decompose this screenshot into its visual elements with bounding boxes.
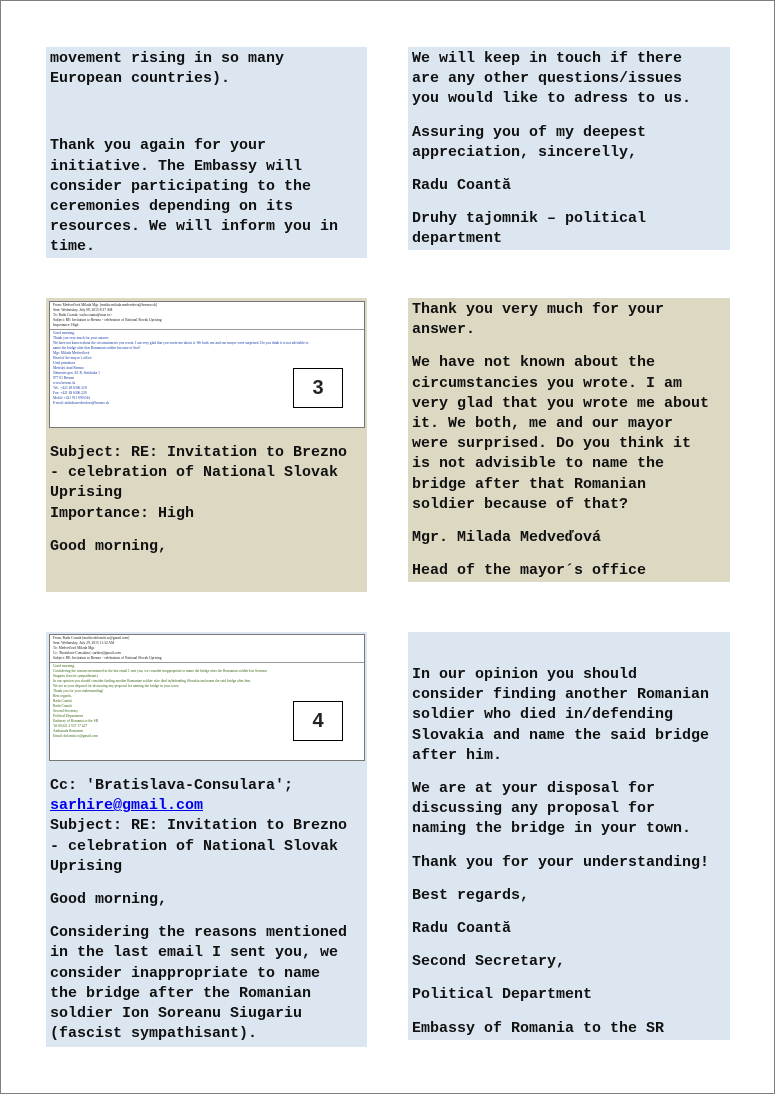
text-at-disposal: We are at your disposal for discussing any proposal for naming the bridge in your town. [412,780,692,838]
thumb4-body-line: Good morning, [53,664,75,668]
thumb4-body-line: Political Department [53,714,83,718]
thumb4-body-line: Siugariu (fascist sympathisant). [53,674,99,678]
thumb3-header-line: From: Medveďová Milada Mgr. [mailto:milada.medvedova@brezno.sk] [53,303,157,307]
panel-mayor-office-reply [408,298,730,582]
text-final-title: Second Secretary, [412,953,566,971]
panel-embassy-signoff [408,47,730,250]
text-cc-line [50,776,363,816]
panel-email-3 [46,298,367,592]
thumb3-body-line: E-mail: milada.medvedova@brezno.sk [53,401,110,405]
text-greeting-3: Good morning, [50,537,168,555]
thumb4-body-line: Best regards, [53,694,72,698]
figure-number-badge-4: 4 [293,701,343,741]
text-assuring: Assuring you of my deepest appreciation, sincerelly, [412,123,647,161]
thumb3-body-line: Fax: +421 48 6306 229 [53,391,87,395]
text-thank-understanding: Thank you for your understanding! [412,853,710,871]
thumb3-header-line: Sent: Wednesday, July 08, 2015 8:37 AM [53,308,113,312]
thumb4-body-line: We are at your disposal for discussing any proposal for naming the bridge in your town. [53,684,180,688]
thumb4-body-line: Considering the reasons mentioned in the last email I sent you, we consider inappropriate to name the bridge after the Romanian soldier Ion Soreanu [53,669,267,673]
figure-number-badge-3: 3 [293,368,343,408]
thumb3-body-line: Thank you very much for your answer. [53,336,109,340]
thumb4-body-line: Thank you for your understanding! [53,689,104,693]
text-circumstances: We have not known about the circumstancies you wrote. I am very glad that you wrote me about it. We both, me and our mayor were surprised. Do you think it is not advisible to name the bridge after that Romanian soldier because of that? [412,354,710,513]
panel-embassy-final [408,632,730,1040]
text-signature-name: Radu Coantă [412,177,512,195]
thumb4-header-line: Subject: RE: Invitation to Brezno - celebration of National Slovak Uprising [53,656,162,660]
email-screenshot-4 [49,634,365,761]
thumb3-body-line: Head of the mayor´s office [53,356,92,360]
thumb3-body-line: Mestský úrad Brezno [53,366,84,370]
thumb4-body-line: In our opinion you should consider finding another Romanian soldier who died in/defending Slovakia and name the said bridge after him. [53,679,252,683]
thumb3-body-line: Tel.: +421 48 6306 218 [53,386,87,390]
thumb3-body-line: Good morning, [53,331,75,335]
thumb4-body-line: Radu Coantă [53,699,72,703]
thumb4-body-line: Embassy of Romania to the SR [53,719,99,723]
text-sender-title: Head of the mayor´s office [412,562,647,580]
text-best-regards: Best regards, [412,886,530,904]
text-movement: movement rising in so many European countries). [50,50,285,88]
thumb4-body-line: Radu Coantă [53,704,72,708]
text-final-department: Political Department [412,986,593,1004]
thumb4-header-line: Sent: Wednesday, July 29, 2015 11:32 AM [53,641,115,645]
thumb4-header-line: Cc: 'Bratislava-Consulara'; sarhire@gmail.com [53,651,121,655]
text-final-embassy: Embassy of Romania to the SR [412,1019,665,1037]
text-final-name: Radu Coantă [412,920,512,938]
text-greeting-4: Good morning, [50,891,168,909]
text-considering: Considering the reasons mentioned in the last email I sent you, we consider inappropriate to name the bridge after the Romanian soldier Ion Soreanu Siugariu (fascist sympathisant). [50,924,348,1043]
thumb3-body-line: 977 01 Brezno [53,376,75,380]
text-our-opinion: In our opinion you should consider finding another Romanian soldier who died in/defending Slovakia and name the said bridge after him. [412,666,710,764]
text-signature-title: Druhy tajomnik – political department [412,210,647,248]
text-cc-prefix: Cc: 'Bratislava-Consulara'; [50,777,294,794]
text-thank-you-initiative: Thank you again for your initiative. The Embassy will consider participating to the ceremonies depending on its resources. We will inform you in time. [50,137,339,256]
text-subject-3: Subject: RE: Invitation to Brezno - celebration of National Slovak Uprising Importance: High [50,444,348,522]
thumb3-body-line: Mobil: +421 911 990 044 [53,396,90,400]
thumb4-header-line: To: Medveďová Milada Mgr. [53,646,95,650]
thumb3-body-line: Mgr. Milada Medveďová [53,351,90,355]
text-thank-you-answer: Thank you very much for your answer. [412,301,665,339]
email-screenshot-3 [49,301,365,428]
thumb3-body-line: www.brezno.sk [53,381,76,385]
thumb3-body-line: Námestie gen. M. R. Štefánika 1 [53,371,100,375]
thumb3-header-line: To: Radu Coantă <radu.coanta@mae.ro> [53,313,113,317]
email-link-sarhire[interactable]: sarhire@gmail.com [50,797,204,815]
thumb4-body-line: Email: dolomiti.rc@gmail.com [53,734,98,738]
thumb4-body-line: Ambasada Romaniei [53,729,84,733]
thumb3-body-line: name the bridge after that Romanian soldier because of that? [53,346,141,350]
thumb4-header-line: From: Radu Coantă [mailto:dolomiti.rc@gmail.com] [53,636,130,640]
thumb4-body-line: Second Secretary [53,709,79,713]
text-subject-4: Subject: RE: Invitation to Brezno - celebration of National Slovak Uprising [50,817,348,875]
thumb3-body-line: Úrad primátora [53,361,76,365]
text-sender-name: Mgr. Milada Medveďová [412,529,602,547]
panel-embassy-reply-end [46,47,367,258]
thumb4-body-line: Tel 00421 2 537 17 427 [53,724,88,728]
panel-email-4 [46,632,367,1047]
thumb3-header-line: Subject: RE: Invitation to Brezno - celebration of National Slovak Uprising [53,318,162,322]
thumb3-header-line: Importance: High [53,323,79,327]
text-keep-in-touch: We will keep in touch if there are any other questions/issues you would like to adress to us. [412,50,692,108]
thumb3-body-line: We have not known about the circumstancies you wrote. I am very glad that you wrote me about it. We both, me and our mayor were surprised. Do you think it is not advisible to [53,341,309,345]
